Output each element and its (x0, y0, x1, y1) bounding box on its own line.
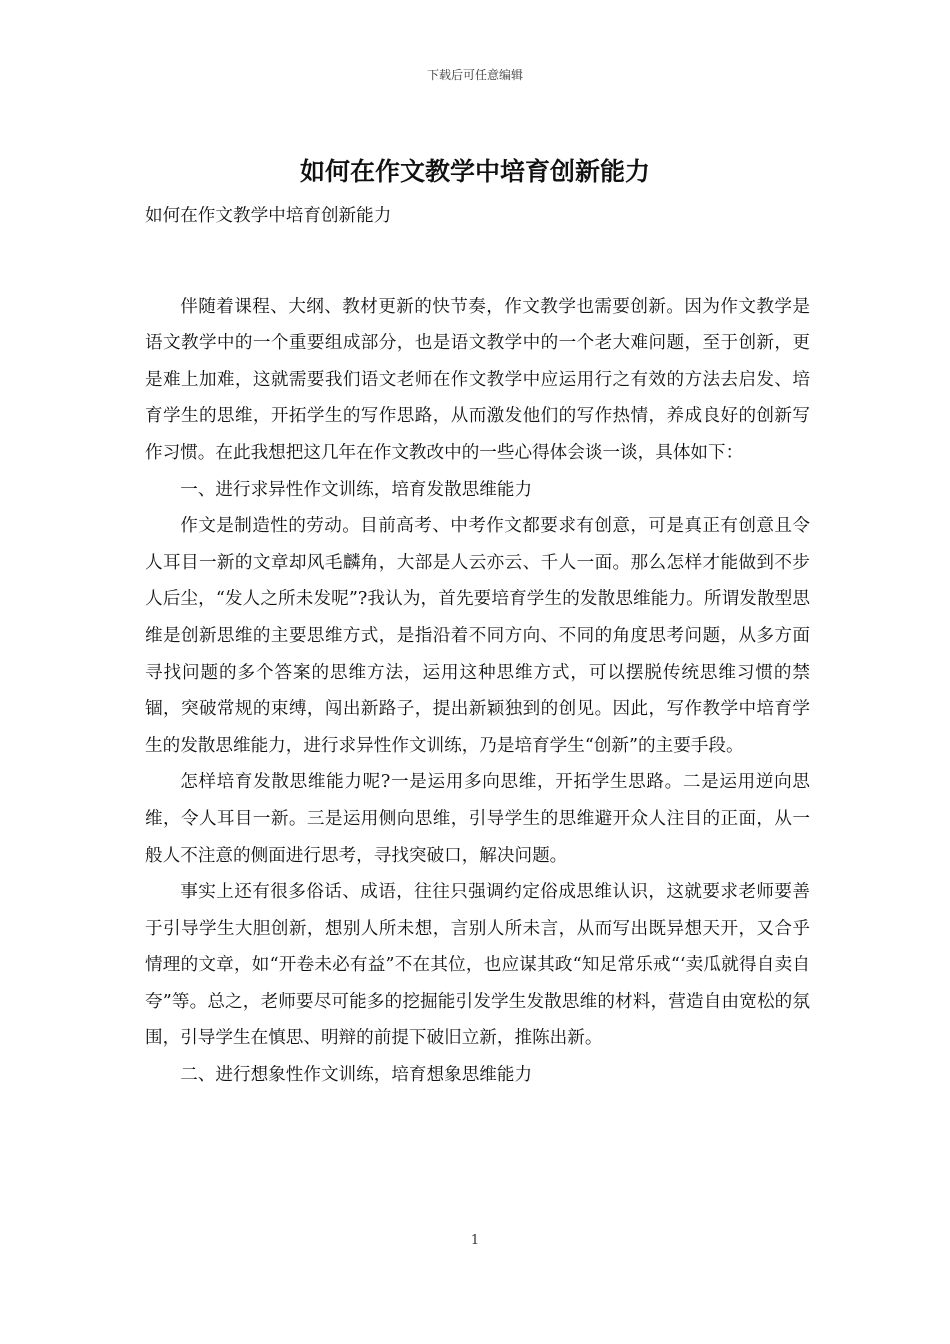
document-subtitle: 如何在作文教学中培育创新能力 (145, 206, 392, 226)
paragraph-intro: 伴随着课程、大纲、教材更新的快节奏，作文教学也需要创新。因为作文教学是语文教学中的一个重要组成部分，也是语文教学中的一个老大难问题，至于创新，更是难上加难，这就需要我们语文老师在作文教学中应运用行之有效的方法去启发、培育学生的思维，开拓学生的写作思路，从而激发他们的写作热情，养成良好的创新写作习惯。在此我想把这几年在作文教改中的一些心得体会谈一谈，具体如下： (145, 296, 810, 463)
paragraph-methods: 怎样培育发散思维能力呢?一是运用多向思维，开拓学生思路。二是运用逆向思维，令人耳目一新。三是运用侧向思维，引导学生的思维避开众人注目的正面，从一般人不注意的侧面进行思考，寻找突破口，解决问题。 (145, 772, 810, 866)
document-body (145, 198, 810, 1094)
blank-line (145, 235, 810, 289)
header-note: 下载后可任意编辑 (426, 68, 523, 82)
section-heading-2: 二、进行想象性作文训练，培育想象思维能力 (180, 1065, 533, 1086)
document-title: 如何在作文教学中培育创新能力 (299, 157, 650, 186)
paragraph-divergent-thinking: 作文是制造性的劳动。目前高考、中考作文都要求有创意，可是真正有创意且令人耳目一新的文章却风毛麟角，大部是人云亦云、千人一面。那么怎样才能做到不步人后尘，“发人之所未发呢”?我认为，首先要培育学生的发散思维能力。所谓发散型思维是创新思维的主要思维方式，是指沿着不同方向、不同的角度思考问题，从多方面寻找问题的多个答案的思维方法，运用这种思维方式，可以摆脱传统思维习惯的禁锢，突破常规的束缚，闯出新路子，提出新颖独到的创见。因此，写作教学中培育学生的发散思维能力，进行求异性作文训练，乃是培育学生“创新”的主要手段。 (145, 516, 810, 756)
section-heading-1: 一、进行求异性作文训练，培育发散思维能力 (180, 479, 533, 500)
paragraph-idioms: 事实上还有很多俗话、成语，往往只强调约定俗成思维认识，这就要求老师要善于引导学生大胆创新，想别人所未想，言别人所未言，从而写出既异想天开，又合乎情理的文章，如“开卷未必有益”不在其位，也应谋其政“知足常乐戒“‘卖瓜就得自卖自夸”等。总之，老师要尽可能多的挖掘能引发学生发散思维的材料，营造自由宽松的氛围，引导学生在慎思、明辩的前提下破旧立新，推陈出新。 (145, 882, 810, 1049)
page-number: 1 (470, 1233, 480, 1248)
